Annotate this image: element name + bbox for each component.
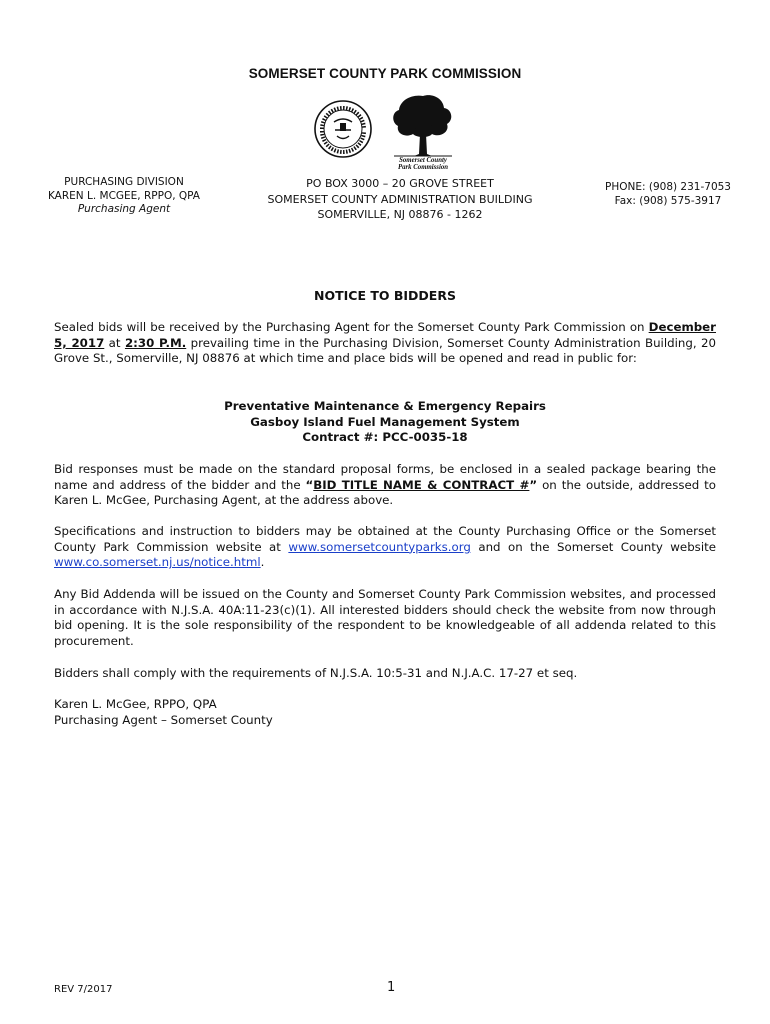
quote-close: ”	[529, 477, 538, 492]
specifications-paragraph	[54, 524, 716, 571]
address-block	[240, 176, 560, 223]
project-line-2: Gasboy Island Fuel Management System	[250, 414, 520, 429]
bid-date: December 5, 2017	[54, 320, 716, 350]
para1-text-2: at	[104, 335, 125, 350]
signature-name: Karen L. McGee, RPPO, QPA	[54, 697, 217, 711]
page-number: 1	[387, 980, 396, 995]
para1-text-3: prevailing time in the Purchasing Division, Somerset County Administration Building, 20 Grove St., Somerville, NJ 08876 at which time and place bids will be opened and read in public for:	[54, 335, 716, 366]
contract-number: Contract #: PCC-0035-18	[302, 430, 468, 445]
park-commission-website-link[interactable]: www.somersetcountyparks.org	[288, 539, 471, 554]
notice-title: NOTICE TO BIDDERS	[314, 288, 456, 303]
address-line-1: PO BOX 3000 – 20 GROVE STREET	[306, 177, 494, 190]
project-line-1: Preventative Maintenance & Emergency Repairs	[224, 399, 546, 413]
project-title-block	[0, 399, 770, 446]
addenda-paragraph: Any Bid Addenda will be issued on the County and Somerset County Park Commission websites, and processed in accordance with N.J.S.A. 40A:11-23(c)(1). All interested bidders should check the website from now through bid opening. It is the sole responsibility of the respondent to be knowledgeable of all addenda related to this procurement.	[54, 587, 716, 649]
bid-title-emphasis: BID TITLE NAME & CONTRACT #	[313, 477, 530, 492]
revision-label: REV 7/2017	[54, 984, 113, 995]
address-line-2: SOMERSET COUNTY ADMINISTRATION BUILDING	[267, 192, 533, 206]
bid-intro-paragraph	[54, 320, 716, 367]
para2-text-2: on the outside, addressed to Karen L. McGee, Purchasing Agent, at the address above.	[54, 477, 716, 508]
county-notice-website-link[interactable]: www.co.somerset.nj.us/notice.html	[54, 555, 261, 570]
fax-number: Fax: (908) 575-3917	[614, 194, 722, 207]
quote-open: “	[305, 477, 314, 492]
para3-text-3: .	[260, 555, 265, 570]
park-commission-tree-logo	[386, 90, 460, 170]
address-line-3: SOMERVILLE, NJ 08876 - 1262	[317, 208, 483, 221]
agent-title: Purchasing Agent	[77, 203, 171, 215]
bid-time: 2:30 P.M.	[124, 335, 187, 350]
bid-response-paragraph	[54, 462, 716, 509]
signature-block	[54, 697, 716, 728]
tree-logo-text-2: Park Commission	[397, 164, 449, 170]
para1-text-1: Sealed bids will be received by the Purchasing Agent for the Somerset County Park Commission on	[54, 320, 649, 334]
para3-text-1: Specifications and instruction to bidders may be obtained at the County Purchasing Office or the Somerset County Park Commission website at	[54, 524, 716, 554]
compliance-paragraph: Bidders shall comply with the requirements of N.J.S.A. 10:5-31 and N.J.A.C. 17-27 et seq.	[54, 666, 578, 680]
division-label: PURCHASING DIVISION	[64, 176, 184, 188]
county-seal-logo	[314, 100, 372, 158]
purchasing-division-block	[36, 176, 212, 217]
contact-block	[588, 181, 748, 208]
para2-text-1: Bid responses must be made on the standard proposal forms, be enclosed in a sealed package bearing the name and address of the bidder and the	[54, 462, 716, 492]
phone-number: PHONE: (908) 231-7053	[605, 181, 731, 193]
signature-title: Purchasing Agent – Somerset County	[54, 712, 273, 727]
para3-text-2: and on the Somerset County website	[470, 539, 716, 554]
tree-logo-text-1: Somerset County	[399, 157, 447, 164]
page-title: SOMERSET COUNTY PARK COMMISSION	[248, 66, 522, 81]
agent-name: KAREN L. MCGEE, RPPO, QPA	[47, 189, 200, 202]
